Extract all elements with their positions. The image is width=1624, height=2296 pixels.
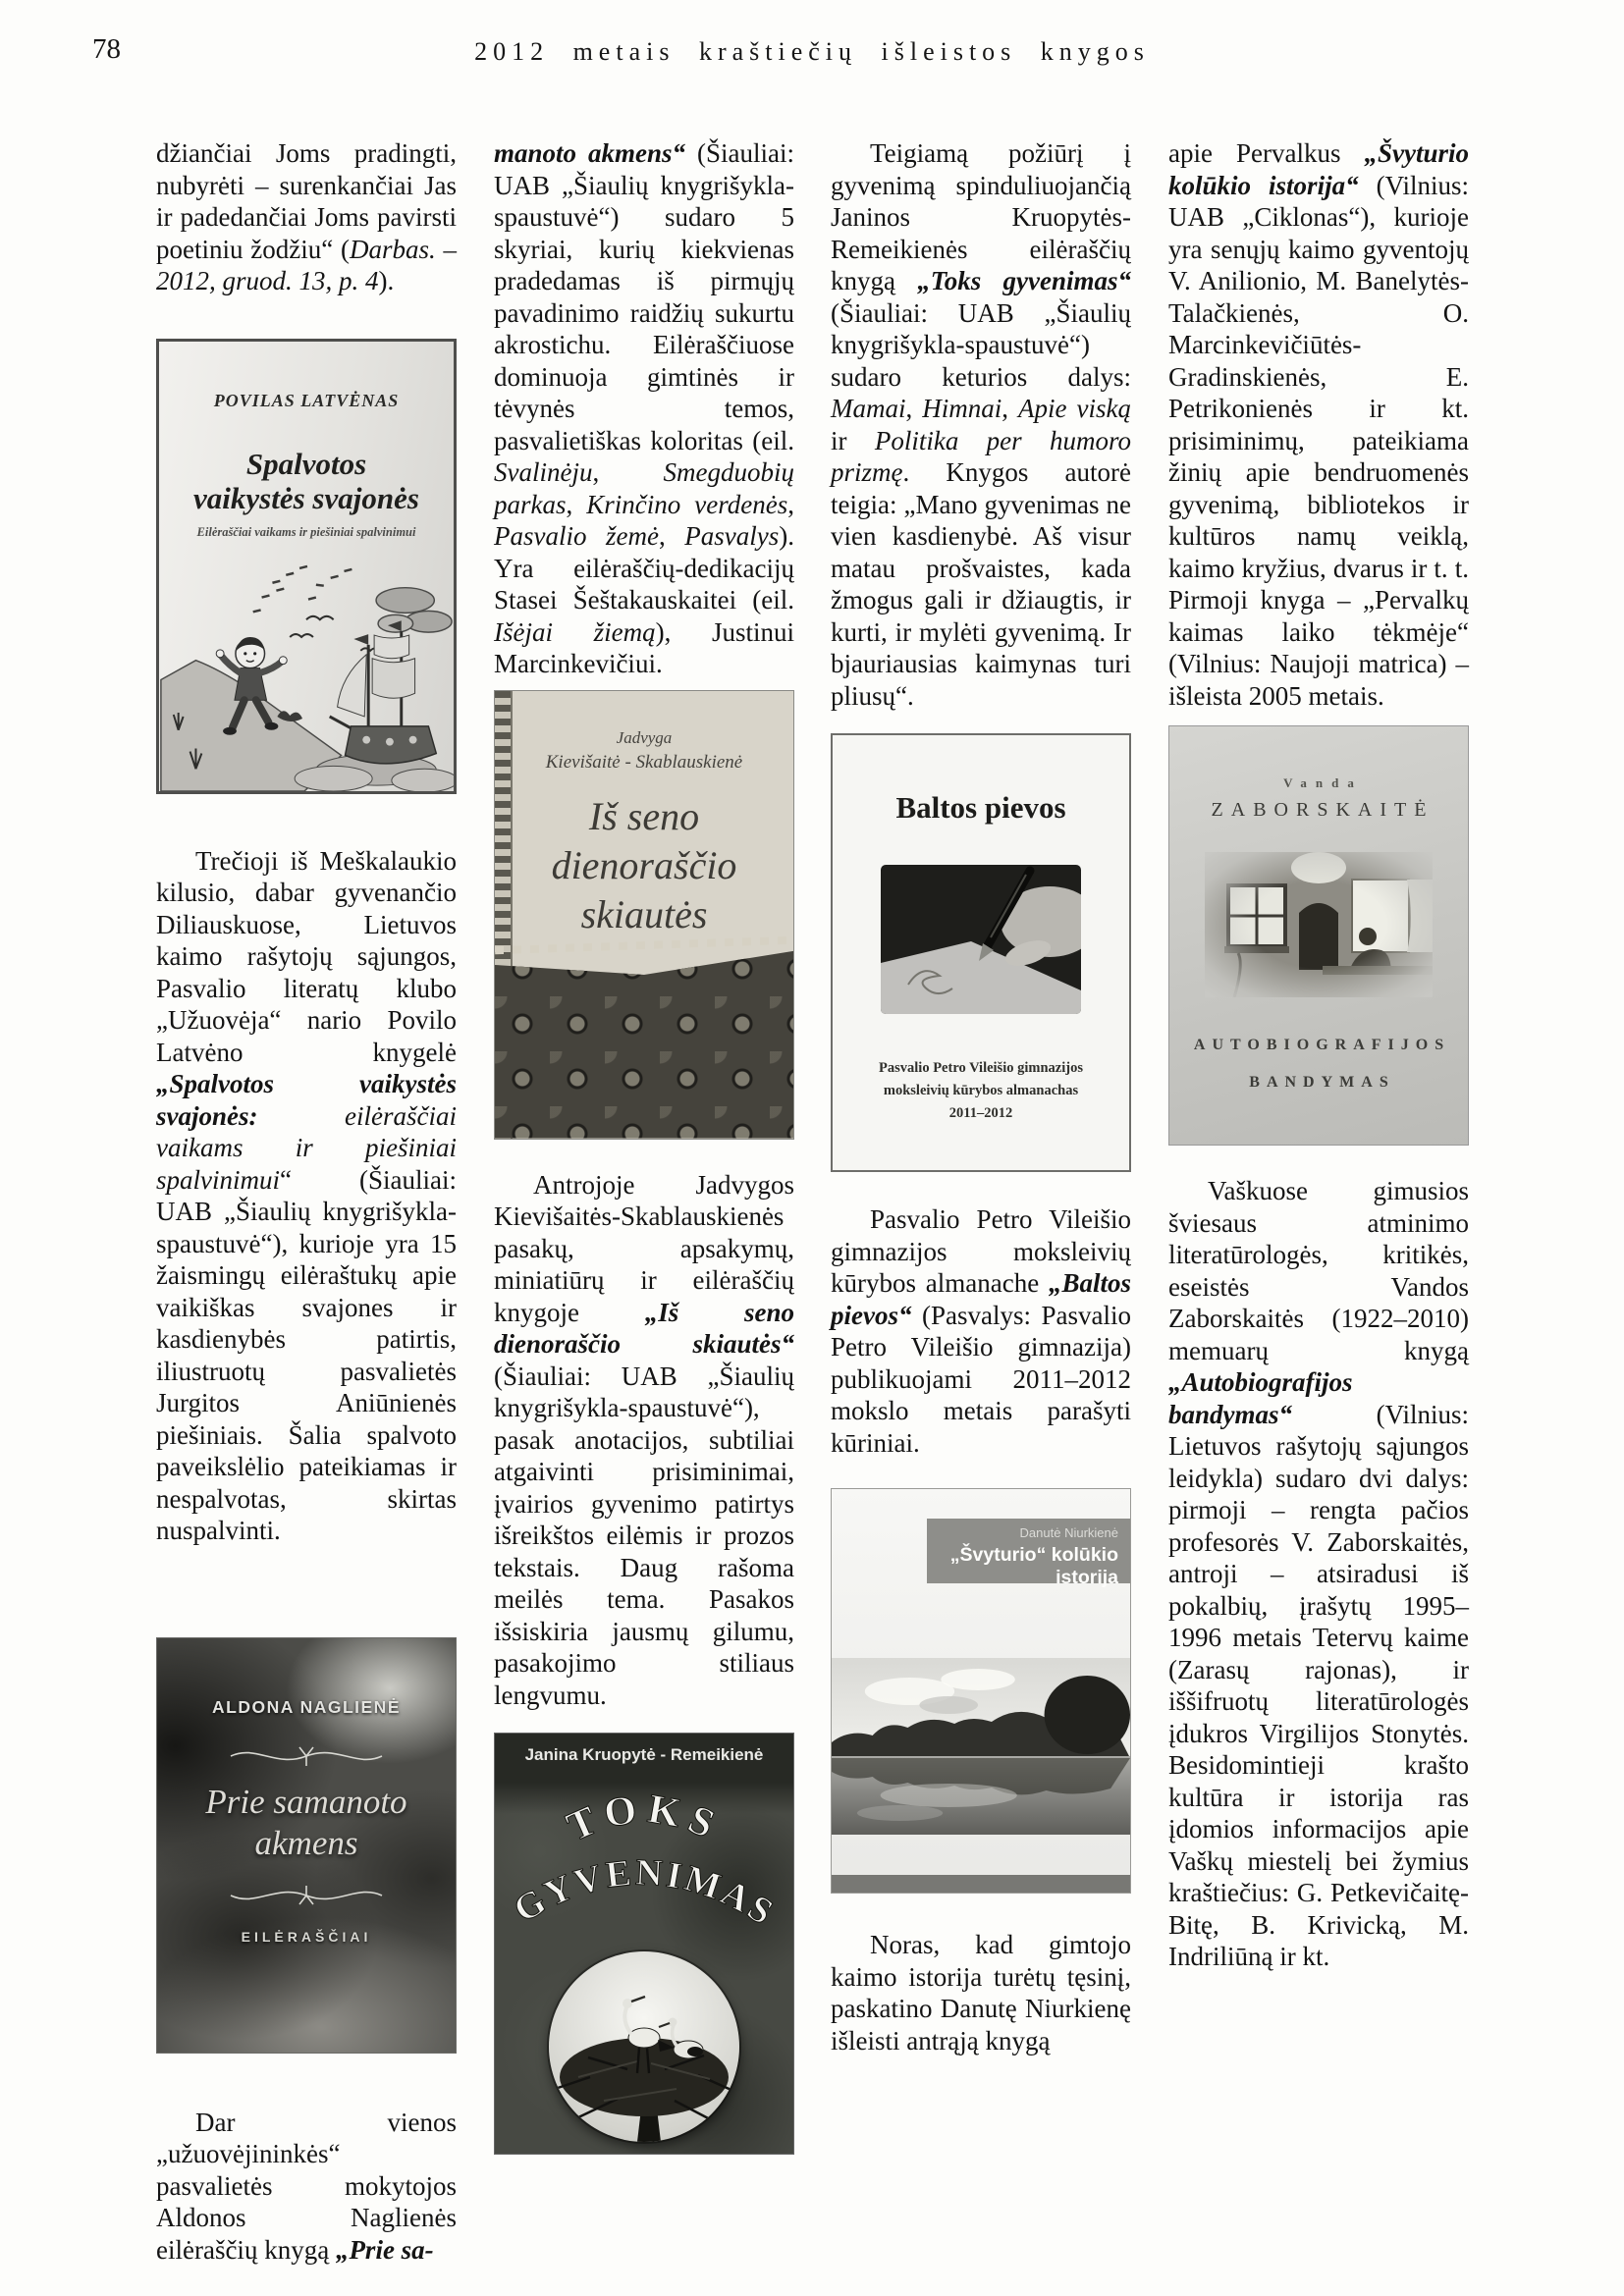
book-title-line: vaikystės svajonės xyxy=(193,480,419,515)
stork-nest-photo-circle xyxy=(549,1951,739,2142)
text-column-1 xyxy=(156,137,457,2266)
paragraph: manoto akmens“ (Šiauliai: UAB „Šiaulių knygrišykla-spaustuvė“) sudaro 5 skyriai, kurių kiekvienas pradedamas iš pirmųjų pavadinimo raidžių sukurtu akrostichu. Eilėraščiuose dominuoja gimtinės ir tėvynės temos, pasvalietiškas koloritas (eil. Svalinėju, Smegduobių parkas, Krinčino verdenės, Pasvalio žemė, Pasvalys). Yra eilėraščių-dedikacijų Stasei Šeštakauskaitei (eil. Išėjai žiemą), Justinui Marcinkevičiui. xyxy=(494,138,795,678)
book-author-line: Kievišaitė - Skablauskienė xyxy=(545,751,743,773)
damask-pattern-fabric xyxy=(495,941,793,1139)
book-cover-baltos-pievos xyxy=(831,733,1131,1172)
title-box xyxy=(927,1519,1130,1588)
book-title xyxy=(157,1782,456,1864)
text-column-2 xyxy=(494,137,794,2155)
dashed-ribbon-edge xyxy=(495,936,793,955)
book-author: Danutė Niurkienė xyxy=(1019,1525,1118,1540)
book-author-last-name: ZABORSKAITĖ xyxy=(1211,799,1435,821)
book-title-line: Prie samanoto xyxy=(205,1782,407,1821)
text-column-3 xyxy=(831,137,1131,2056)
book-title-line: BANDYMAS xyxy=(1249,1074,1395,1091)
running-title: 2012 metais kraštiečių išleistos knygos xyxy=(474,37,1150,66)
cover-bottom-band xyxy=(832,1875,1130,1893)
arched-book-title xyxy=(495,1769,793,1946)
paragraph: Pasvalio Petro Vileišio gimnazijos moksleivių kūrybos almanache „Baltos pievos“ (Pasvalys: Pasvalio Petro Vileišio gimnazija) publikuojami 2011–2012 mokslo metais parašyti kūriniai. xyxy=(831,1204,1131,1458)
sailing-ship xyxy=(295,620,454,791)
book-title: „Švyturio“ kolūkio istorija xyxy=(949,1544,1118,1588)
paragraph: Noras, kad gimtojo kaimo istorija turėtų tęsinį, paskatino Danutę Niurkienę išleisti antrąją knygą xyxy=(831,1930,1131,2056)
paragraph: Dar vienos „užuovėjininkės“ pasvalietės mokytojos Aldonos Naglienės eilėraščių knygą „Prie sa- xyxy=(156,2107,457,2265)
book-cover-spalvotos-vaikystes-svajones xyxy=(156,339,457,794)
book-author-first-name: Vanda xyxy=(1283,775,1363,790)
book-author-line: Jadvyga xyxy=(616,727,673,747)
bird-flock-dashes xyxy=(253,565,352,611)
book-author: POVILAS LATVĖNAS xyxy=(213,390,400,410)
book-title-line: Iš seno xyxy=(588,793,700,838)
lake-landscape-photo xyxy=(832,1658,1130,1835)
clouds xyxy=(376,587,452,631)
book-cover-prie-samanoto-akmens xyxy=(156,1637,457,2054)
book-cover-autobiografijos-bandymas xyxy=(1168,725,1469,1146)
book-subtitle: Eilėraščiai vaikams ir piešiniai spalvinimui xyxy=(196,524,416,539)
paragraph: džiančiai Joms pradingti, nubyrėti – surenkančiai Jas ir padedančiai Joms pavirsti poetiniu žodžiu“ (Darbas. – 2012, gruod. 13, p. 4). xyxy=(156,138,457,295)
book-author: ALDONA NAGLIENĖ xyxy=(212,1696,401,1717)
vignette-interior-photo xyxy=(1205,852,1433,997)
birds xyxy=(290,615,380,650)
hand-writing-photo xyxy=(881,865,1081,1014)
floral-flourish-ornament xyxy=(223,1742,390,1768)
book-title-word: GYVENIMAS xyxy=(507,1851,783,1935)
book-caption-line: Pasvalio Petro Vileišio gimnazijos xyxy=(879,1060,1083,1076)
floral-flourish-ornament xyxy=(223,1884,390,1909)
book-caption-line: 2011–2012 xyxy=(948,1105,1013,1121)
book-title-line: dienoraščio xyxy=(551,842,737,887)
paragraph: apie Pervalkus „Švyturio kolūkio istorija“ (Vilnius: UAB „Ciklonas“), kurioje yra senųjų kaimo gyventojų V. Anilionio, M. Banelytės-Talačkienės, O. Marcinkevičiūtės-Gradinskienės, E. Petrikonienės ir kt. prisiminimų, pateikiama žinių apie bendruomenės gyvenimą, bibliotekos ir kultūros namų veiklą, kaimo kryžius, dvarus ir t. t. Pirmoji knyga – „Pervalkų kaimas laiko tėkmėje“ (Vilnius: Naujoji matrica) – išleista 2005 metais. xyxy=(1168,138,1469,711)
book-title-line: AUTOBIOGRAFIJOS xyxy=(1193,1037,1451,1053)
book-caption-line: moksleivių kūrybos almanachas xyxy=(883,1083,1079,1098)
paragraph: Vaškuose gimusios šviesaus atminimo literatūrologės, kritikės, eseistės Vandos Zaborskaitės (1922–2010) memuarų knygą „Autobiografijos bandymas“ (Vilnius: Lietuvos rašytojų sąjungos leidykla) sudaro dvi dalys: pirmoji – rengta pačios profesorės V. Zaborskaitės, antroji – atsiradusi iš pokalbių, įrašytų 1995–1996 metais Tetervų kaime (Zarasų rajonas), ir iššifruotų literatūrologės įdukros Virgilijos Stonytės. Besidomintieji krašto kultūra ir istorija ras įdomios informacijos apie Vaškų miestelį bei žymius kraštiečius: G. Petkevičaitę-Bitę, B. Krivicką, M. Indriliūną ir kt. xyxy=(1168,1176,1469,1971)
lake-landscape-illustration xyxy=(832,1658,1130,1835)
storks-in-nest-illustration xyxy=(549,1951,739,2142)
svg-text:GYVENIMAS xyxy=(507,1852,783,1935)
book-author: Janina Kruopytė - Remeikienė xyxy=(524,1745,764,1764)
page-number: 78 xyxy=(92,33,121,65)
book-title xyxy=(159,447,454,515)
book-title-line: Spalvotos xyxy=(245,446,367,481)
book-title-word: TOKS xyxy=(560,1786,729,1851)
boy-and-sailing-ship-illustration xyxy=(159,563,454,791)
book-cover-is-seno-dienorascio-skiautes xyxy=(494,690,794,1140)
paragraph: Antrojoje Jadvygos Kievišaitės-Skablauskienės pasakų, apsakymų, miniatiūrų ir eilėraščių knygoje „Iš seno dienoraščio skiautės“ (Šiauliai: UAB „Šiaulių knygrišykla-spaustuvė“), pasak anotacijos, subtiliai atgaivinti prisiminimai, įvairios gyvenimo patirtys išreikštos eilėmis ir prozos tekstais. Daug rašoma meilės tema. Pasakos išsiskiria jausmų gilumu, pasakojimo stiliaus lengvumu. xyxy=(494,1169,794,1710)
book-cover-toks-gyvenimas xyxy=(494,1733,794,2155)
paragraph: Teigiamą požiūrį į gyvenimą spinduliuojančią Janinos Kruopytės-Remeikienės eilėraščių knygą „Toks gyvenimas“ (Šiauliai: UAB „Šiaulių knygrišykla-spaustuvė“) sudaro keturios dalys: Mamai, Himnai, Apie viską ir Politika per humoro prizmę. Knygos autorė teigia: „Mano gyvenimas ne vien kasdienybė. Aš visur matau prošvaistes, kada žmogus gali ir džiaugtis, ir kurti, ir mylėti gyvenimą. Ir bjauriausias kaimynas turi pliusų“. xyxy=(831,138,1132,711)
book-title-line: skiautės xyxy=(580,891,708,936)
paragraph: Trečioji iš Meškalaukio kilusio, dabar gyvenančio Diliauskuose, Lietuvos kaimo rašytojų sąjungos, Pasvalio literatų klubo „Užuovėja“ nario Povilo Latvėno knygelė „Spalvotos vaikystės svajonės: eilėraščiai vaikams ir piešiniai spalvinimui“ (Šiauliai: UAB „Šiaulių knygrišykla-spaustuvė“), kurioje yra 15 žaismingų eilėraštukų apie vaikiškas svajones ir kasdienybės patirtis, iliustruotų pasvalietės Jurgitos Aniūnienės piešiniais. Šalia spalvoto paveikslėlio pateikiamas ir nespalvotas, skirtas nuspalvinti. xyxy=(156,845,457,1545)
text-column-4 xyxy=(1168,137,1469,1973)
book-cover-svyturio-kolukio-istorija xyxy=(831,1488,1131,1894)
svg-text:TOKS xyxy=(561,1787,729,1851)
book-caption xyxy=(833,1057,1129,1125)
book-genre-label: EILĖRAŠČIAI xyxy=(241,1928,372,1945)
farmhouse-interior-illustration xyxy=(1205,852,1433,997)
pen-and-hand-illustration xyxy=(881,865,1081,1014)
book-title-line: akmens xyxy=(254,1823,358,1862)
book-title: Baltos pievos xyxy=(895,790,1066,825)
